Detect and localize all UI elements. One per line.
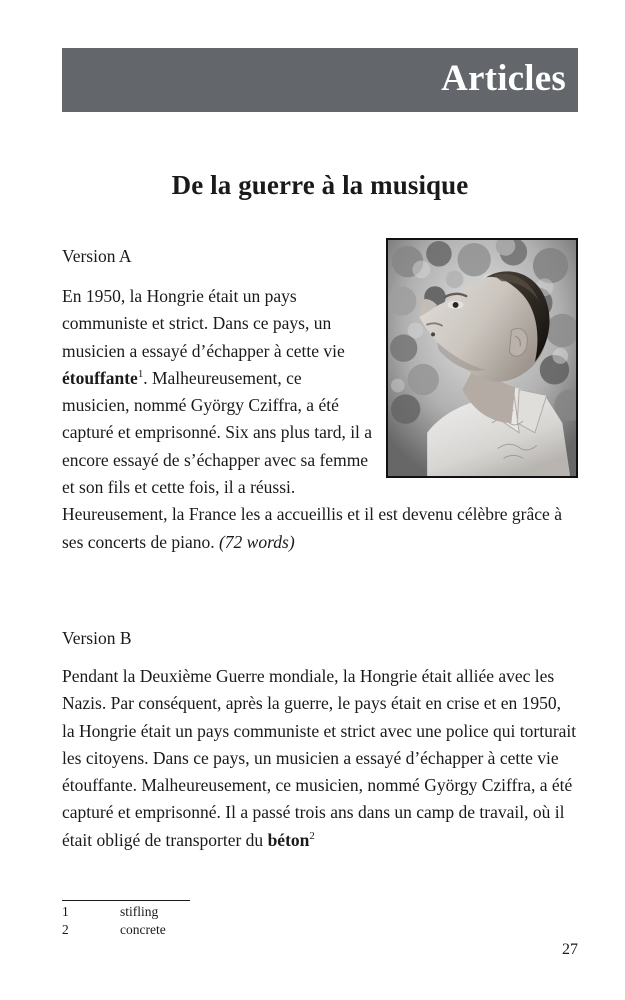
footnote-item: [62, 903, 362, 921]
footnote-marker-1: 1: [137, 368, 144, 381]
version-a-word-count: (72 words): [218, 531, 295, 552]
footnote-marker-2: 2: [309, 829, 315, 842]
photo-text-wrap-spacer: [373, 283, 578, 483]
article-title: De la guerre à la musique: [171, 170, 469, 201]
footnote-list: [62, 903, 362, 938]
footnote-item: [62, 921, 362, 939]
version-b-text-part1: Pendant la Deuxième Guerre mondiale, la Hongrie était alliée avec les Nazis. Par conséquent, après la guerre, le pays était en crise et en 1950, la Hongrie était un pays communiste et strict avec une police qui torturait les citoyens. Dans ce pays, un musicien a essayé d’échapper à cette vie étouffante. Malheureusement, ce musicien, nommé György Cziffra, a été capturé et emprisonné. Il a passé trois ans dans un camp de travail, où il était obligé de transporter du: [62, 666, 577, 850]
footnote-number: 1: [62, 904, 69, 919]
footnote-number: 2: [62, 921, 69, 937]
version-a-bold-term: étouffante: [62, 367, 138, 388]
footnote-separator-rule: [62, 900, 190, 901]
version-b-bold-term: béton: [267, 829, 310, 850]
version-a-paragraph: [62, 283, 578, 556]
section-banner: [62, 48, 578, 112]
version-b-paragraph: [62, 663, 578, 854]
page-number: 27: [562, 941, 578, 958]
banner-title: Articles: [441, 58, 566, 99]
footnote-text: concrete: [120, 921, 166, 937]
version-b-label: Version B: [62, 628, 132, 648]
version-a-text-part2: . Malheureusement, ce musicien, nommé György Cziffra, a été capturé et emprisonné. Six ans plus tard, il a encore essayé de s’échapper avec sa femme et son fils et cette fois, il a réussi. Heureusement, la France les a accueillis et il est devenu célèbre grâce à ses concerts de piano.: [62, 367, 562, 552]
version-a-text-part1: En 1950, la Hongrie était un pays communiste et strict. Dans ce pays, un musicien a essayé d’échapper à cette vie: [62, 286, 345, 361]
footnote-text: stifling: [120, 904, 159, 919]
version-a-label: Version A: [62, 246, 132, 266]
